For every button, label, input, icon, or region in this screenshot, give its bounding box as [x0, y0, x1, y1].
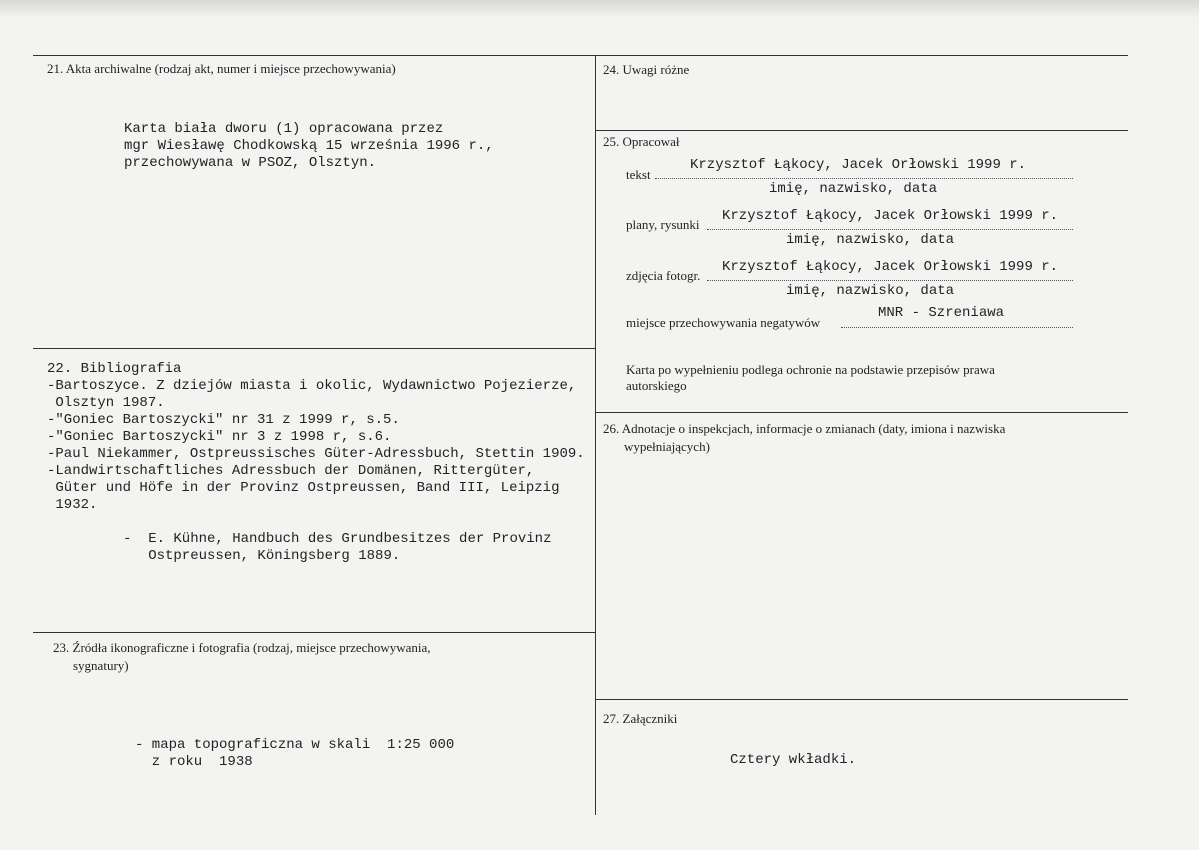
zdjecia-dotted-line — [707, 280, 1073, 281]
section-23-line: - mapa topograficzna w skali 1:25 000 — [135, 737, 455, 753]
section-21-label: 21. Akta archiwalne (rodzaj akt, numer i miejsce przechowywania) — [47, 61, 396, 76]
section-21-content — [124, 121, 494, 172]
section-23-label — [53, 639, 431, 675]
bibliography-item: Olsztyn 1987. — [47, 395, 165, 411]
bibliography-item: -"Goniec Bartoszycki" nr 31 z 1999 r, s.5. — [47, 412, 400, 428]
negatywy-value: MNR - Szreniawa — [878, 305, 1005, 321]
bibliography-item: - E. Kühne, Handbuch des Grundbesitzes der Provinz — [123, 531, 552, 547]
section-26-label — [603, 420, 1005, 456]
plany-dotted-line — [707, 229, 1073, 230]
zdjecia-caption: imię, nazwisko, data — [786, 283, 955, 299]
section-21-line: mgr Wiesławę Chodkowską 15 września 1996 r., — [124, 138, 494, 154]
section-26-label-line: wypełniających) — [624, 439, 710, 454]
section-23-content — [135, 737, 454, 771]
section-21-line: Karta biała dworu (1) opracowana przez — [124, 121, 444, 137]
top-border — [33, 55, 1128, 56]
section-22-content — [47, 361, 585, 514]
bibliography-item: -Landwirtschaftliches Adressbuch der Domänen, Rittergüter, — [47, 463, 535, 479]
tekst-caption: imię, nazwisko, data — [769, 181, 938, 197]
divider-22-23 — [33, 632, 596, 633]
copyright-notice — [626, 362, 995, 394]
section-27-value: Cztery wkładki. — [730, 752, 857, 768]
bibliography-item: Güter und Höfe in der Provinz Ostpreussen, Band III, Leipzig — [47, 480, 560, 496]
negatywy-label: miejsce przechowywania negatywów — [626, 315, 821, 330]
section-25-label: 25. Opracował — [603, 134, 680, 149]
divider-25-26 — [595, 412, 1128, 413]
tekst-label: tekst — [626, 167, 651, 182]
plany-caption: imię, nazwisko, data — [786, 232, 955, 248]
tekst-dotted-line — [655, 178, 1073, 179]
section-22-label: 22. Bibliografia — [47, 361, 182, 377]
section-23-label-line: 23. Źródła ikonograficzne i fotografia (rodzaj, miejsce przechowywania, — [53, 640, 431, 655]
divider-21-22 — [33, 348, 596, 349]
bibliography-item: -Bartoszyce. Z dziejów miasta i okolic, Wydawnictwo Pojezierze, — [47, 378, 577, 394]
section-24-label: 24. Uwagi różne — [603, 62, 690, 77]
copyright-notice-line: autorskiego — [626, 378, 687, 393]
section-22-extra — [123, 531, 551, 565]
plany-label: plany, rysunki — [626, 217, 700, 232]
zdjecia-label: zdjęcia fotogr. — [626, 268, 701, 283]
divider-26-27 — [595, 699, 1128, 700]
bibliography-item: Ostpreussen, Köningsberg 1889. — [123, 548, 401, 564]
center-divider — [595, 55, 596, 815]
section-21-line: przechowywana w PSOZ, Olsztyn. — [124, 155, 377, 171]
copyright-notice-line: Karta po wypełnieniu podlega ochronie na podstawie przepisów prawa — [626, 362, 995, 377]
negatywy-dotted-line — [841, 327, 1073, 328]
bibliography-item: -"Goniec Bartoszycki" nr 3 z 1998 r, s.6. — [47, 429, 392, 445]
plany-value: Krzysztof Łąkocy, Jacek Orłowski 1999 r. — [722, 208, 1059, 224]
bibliography-item: 1932. — [47, 497, 98, 513]
section-23-line: z roku 1938 — [135, 754, 253, 770]
scan-edge — [0, 0, 1199, 18]
section-27-label: 27. Załączniki — [603, 711, 678, 726]
tekst-value: Krzysztof Łąkocy, Jacek Orłowski 1999 r. — [690, 157, 1027, 173]
divider-24-25 — [595, 130, 1128, 131]
zdjecia-value: Krzysztof Łąkocy, Jacek Orłowski 1999 r. — [722, 259, 1059, 275]
section-23-label-line: sygnatury) — [73, 658, 129, 673]
bibliography-item: -Paul Niekammer, Ostpreussisches Güter-Adressbuch, Stettin 1909. — [47, 446, 585, 462]
section-26-label-line: 26. Adnotacje o inspekcjach, informacje o zmianach (daty, imiona i nazwiska — [603, 421, 1006, 436]
